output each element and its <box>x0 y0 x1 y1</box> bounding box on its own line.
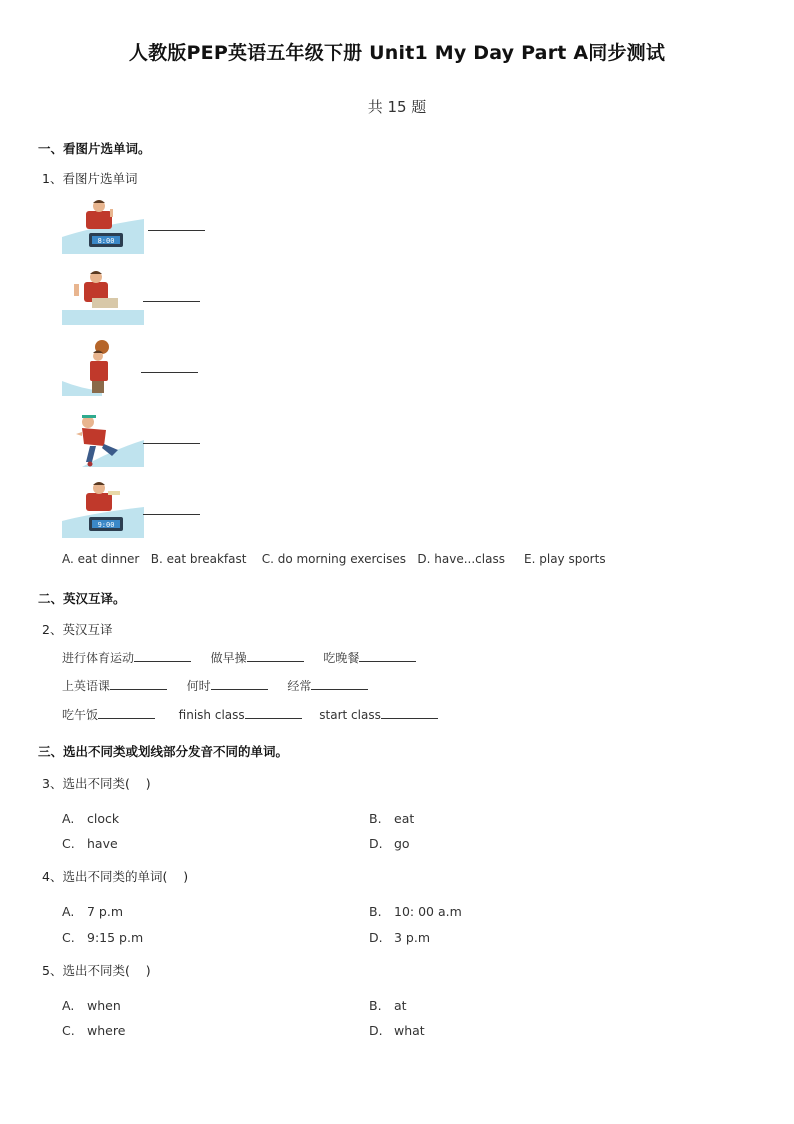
term-label: 经常 <box>287 679 312 693</box>
answer-blank[interactable] <box>110 677 167 690</box>
picture-5 <box>62 481 144 538</box>
question-5-stem: 5、选出不同类( ) <box>42 963 151 978</box>
translate-row-2 <box>62 677 368 694</box>
choices-line: A. eat dinner B. eat breakfast C. do morning exercises D. have...class E. play sports <box>62 552 606 566</box>
section-heading-1: 一、看图片选单词。 <box>38 141 151 156</box>
term-label: start class <box>319 708 381 722</box>
answer-blank[interactable] <box>134 649 191 662</box>
option-c[interactable]: C. 9:15 p.m <box>62 930 144 945</box>
picture-1 <box>62 197 144 254</box>
option-b[interactable]: B. eat <box>369 811 415 826</box>
term-label: 何时 <box>186 679 211 693</box>
section-heading-2: 二、英汉互译。 <box>38 591 126 606</box>
translate-row-1 <box>62 649 416 666</box>
option-d[interactable]: D. 3 p.m <box>369 930 431 945</box>
answer-blank-2[interactable] <box>143 289 200 302</box>
boy-eating-with-clock-icon <box>62 481 144 538</box>
translate-row-3 <box>62 706 438 723</box>
question-4-stem: 4、选出不同类的单词( ) <box>42 869 189 884</box>
option-a[interactable]: A. clock <box>62 811 120 826</box>
answer-blank-4[interactable] <box>143 431 200 444</box>
term-label: finish class <box>178 708 245 722</box>
boy-eating-with-clock-icon <box>62 197 144 254</box>
boy-in-class-icon <box>62 268 144 325</box>
option-a[interactable]: A. when <box>62 998 121 1013</box>
page-title: 人教版PEP英语五年级下册 Unit1 My Day Part A同步测试 <box>128 42 666 64</box>
answer-blank[interactable] <box>381 706 438 719</box>
clock-readout: 8:00 <box>97 237 115 245</box>
answer-blank[interactable] <box>211 677 268 690</box>
option-d[interactable]: D. go <box>369 836 410 851</box>
boy-with-basketball-icon <box>62 339 144 396</box>
question-1-stem: 1、看图片选单词 <box>42 171 138 186</box>
term-label: 进行体育运动 <box>62 651 135 665</box>
question-count: 共 15 题 <box>367 98 427 116</box>
option-c[interactable]: C. where <box>62 1023 126 1038</box>
answer-blank-3[interactable] <box>141 360 198 373</box>
option-a[interactable]: A. 7 p.m <box>62 904 124 919</box>
picture-3 <box>62 339 144 396</box>
picture-2 <box>62 268 144 325</box>
term-label: 吃午饭 <box>62 708 99 722</box>
answer-blank[interactable] <box>247 649 304 662</box>
answer-blank[interactable] <box>98 706 155 719</box>
clock-readout: 9:00 <box>97 521 115 529</box>
term-label: 吃晚餐 <box>323 651 360 665</box>
term-label: 上英语课 <box>62 679 111 693</box>
answer-blank[interactable] <box>359 649 416 662</box>
picture-4 <box>62 410 144 467</box>
boy-running-icon <box>62 410 144 467</box>
answer-blank-5[interactable] <box>143 502 200 515</box>
option-c[interactable]: C. have <box>62 836 118 851</box>
answer-blank[interactable] <box>311 677 368 690</box>
question-3-stem: 3、选出不同类( ) <box>42 776 151 791</box>
option-b[interactable]: B. 10: 00 a.m <box>369 904 462 919</box>
answer-blank[interactable] <box>245 706 302 719</box>
section-heading-3: 三、选出不同类或划线部分发音不同的单词。 <box>38 744 289 759</box>
question-2-stem: 2、英汉互译 <box>42 622 113 637</box>
option-d[interactable]: D. what <box>369 1023 425 1038</box>
option-b[interactable]: B. at <box>369 998 407 1013</box>
answer-blank-1[interactable] <box>148 218 205 231</box>
term-label: 做早操 <box>210 651 247 665</box>
